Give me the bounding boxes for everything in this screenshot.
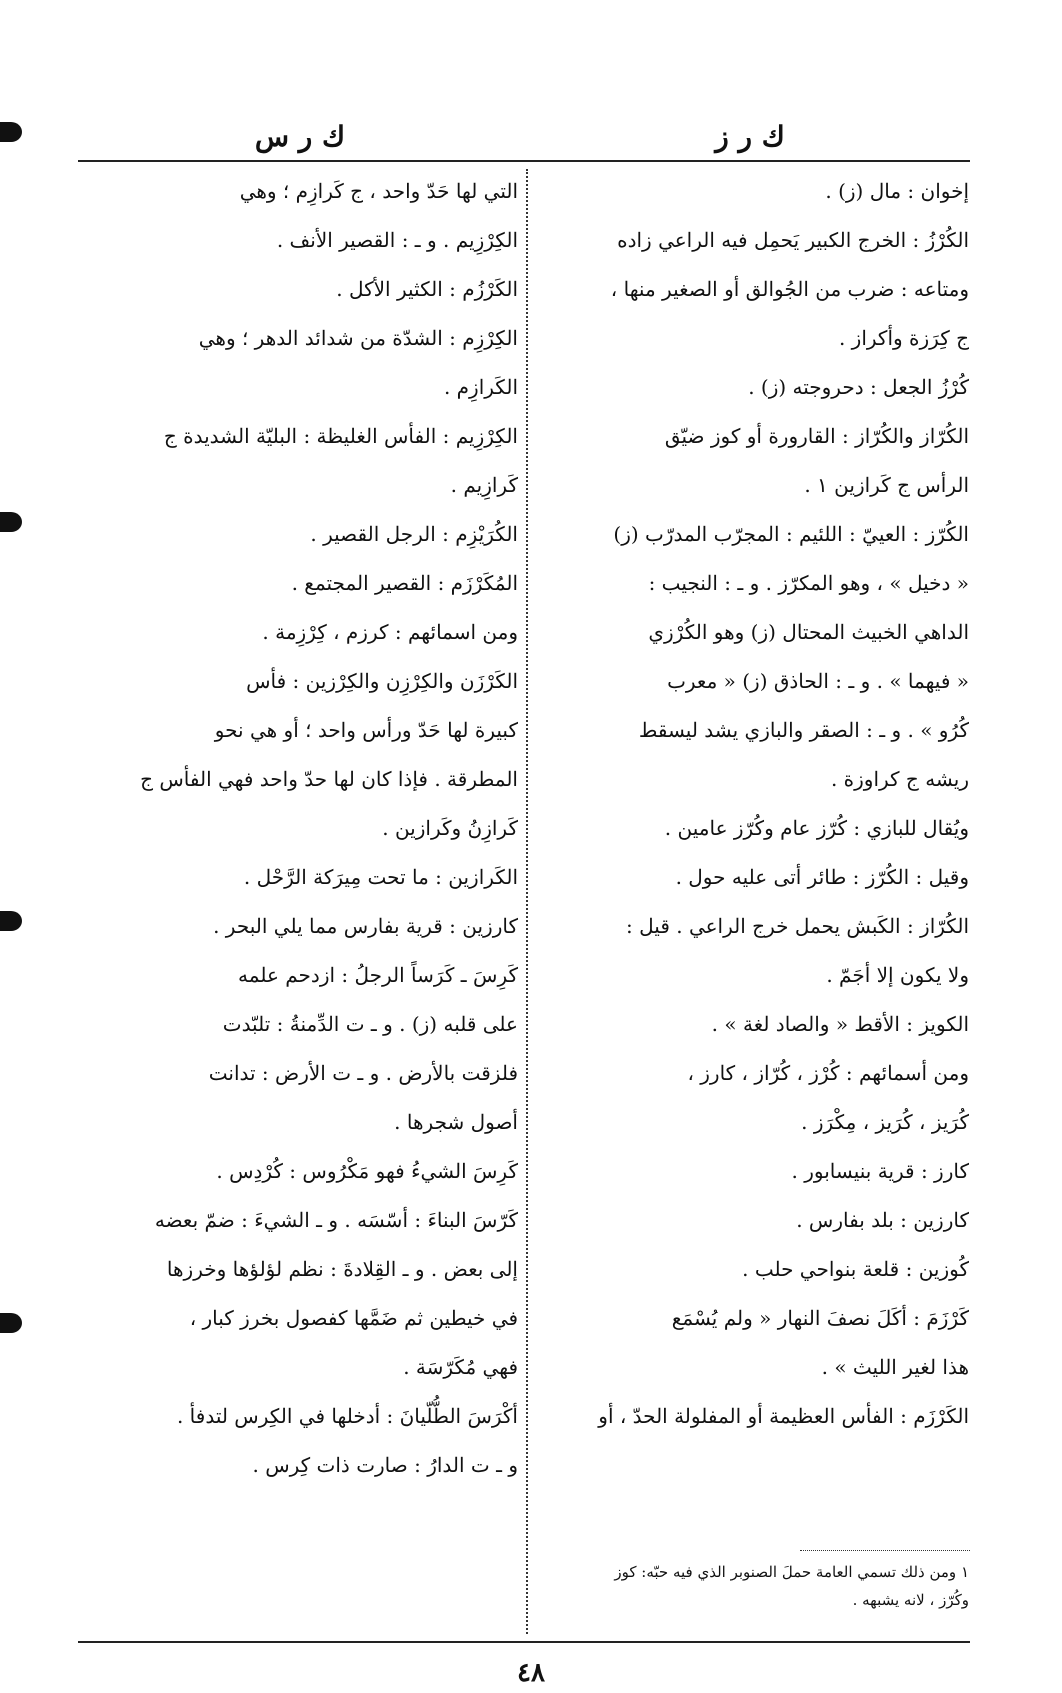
entry-line: الرأس ج كَرازين ١ . — [804, 473, 969, 498]
entry-line: كُرَيز ، كُرَيز ، مِكْرَز . — [801, 1109, 969, 1134]
page-number: ٤٨ — [517, 1657, 545, 1688]
entry-line: كَرّسَ البناءَ : أسّسَه . و ـ الشيءَ : ضمّ بعضه — [154, 1207, 518, 1232]
footnote — [536, 1558, 969, 1614]
entry-line: كُرُو » . و ـ : الصقر والبازي يشد ليسقط — [638, 718, 969, 743]
entry-line: الكُرَيْزِم : الرجل القصير . — [310, 522, 518, 547]
footer-rule — [78, 1641, 970, 1643]
entry-line: الكِرْزِم : الشدّة من شدائد الدهر ؛ وهي — [198, 326, 518, 351]
entry-line: كُرْزُ الجعل : دحروجته (ز) . — [748, 375, 969, 400]
entry-line: على قلبه (ز) . و ـ ت الدِّمنةُ : تلبّدت — [222, 1011, 518, 1036]
entry-line: الكُرّاز : الكَبش يحمل خرج الراعي . قيل : — [626, 913, 969, 938]
right-column — [536, 167, 969, 1440]
entry-line: كارزين : قرية بفارس مما يلي البحر . — [213, 913, 518, 938]
footnote-line: وكُرّز ، لانه يشبهه . — [852, 1590, 969, 1609]
entry-line: « دخيل » ، وهو المكرّز . و ـ : النجيب : — [648, 571, 969, 596]
entry-line: كارزين : بلد بفارس . — [796, 1207, 969, 1232]
entry-line: كَرازِيم . — [450, 473, 518, 498]
entry-line: ومن أسمائهم : كُرْز ، كُرّاز ، كارز ، — [687, 1060, 969, 1085]
entry-line: ولا يكون إلا أجَمّ . — [826, 962, 969, 987]
entry-line: ج كِرَزة وأكراز . — [838, 326, 969, 351]
entry-line: كارز : قرية بنيسابور . — [791, 1158, 969, 1183]
binding-mark — [0, 911, 22, 931]
entry-line: كَرِسَ ـ كَرَساً الرجلُ : ازدحم علمه — [238, 962, 518, 987]
entry-line: المُكَرْزَم : القصير المجتمع . — [291, 571, 518, 596]
entry-line: فلزقت بالأرض . و ـ ت الأرض : تدانت — [208, 1060, 518, 1085]
entry-line: الكُرّاز والكُرّاز : القارورة أو كوز ضيّق — [664, 424, 969, 449]
entry-line: المطرقة . فإذا كان لها حدّ واحد فهي الفأس ج — [140, 767, 518, 792]
entry-line: وقيل : الكُرّز : طائر أتى عليه حول . — [675, 864, 969, 889]
entry-line: الكويز : الأقط « والصاد لغة » . — [711, 1011, 969, 1036]
entry-line: الكِرْزِيم : الفأس الغليظة : البليّة الشديدة ج — [163, 424, 518, 449]
entry-line: الكَرازِم . — [443, 375, 518, 400]
entry-line: التي لها حَدّ واحد ، ج كَرازِم ؛ وهي — [239, 179, 518, 204]
footnote-line: ١ ومن ذلك تسمي العامة حملَ الصنوبر الذي فيه حبّه: كوز — [614, 1562, 969, 1581]
entry-line: « فيهما » . و ـ : الحاذق (ز) « معرب — [667, 669, 969, 694]
binding-mark — [0, 1313, 22, 1333]
entry-line: كَرْزَمَ : أكَلَ نصفَ النهار « ولم يُسْمَع — [671, 1305, 969, 1330]
entry-line: الداهي الخبيث المحتال (ز) وهو الكُرْزي — [648, 620, 969, 645]
entry-line: كبيرة لها حَدّ ورأس واحد ؛ أو هي نحو — [214, 718, 518, 743]
entry-line: ومتاعه : ضرب من الجُوالق أو الصغير منها ، — [610, 277, 969, 302]
entry-line: إخوان : مال (ز) . — [825, 179, 969, 204]
entry-line: الكَرْزُم : الكثير الأكل . — [336, 277, 518, 302]
footnote-rule — [800, 1550, 970, 1552]
entry-line: كَرِسَ الشيءُ فهو مَكْرُوس : كُرْدِس . — [216, 1158, 518, 1183]
entry-line: إلى بعض . و ـ القِلادةَ : نظم لؤلؤها وخرزها — [166, 1256, 518, 1281]
entry-line: في خيطين ثم ضَمَّها كفصول بخرز كبار ، — [189, 1305, 518, 1330]
entry-line: ريشه ج كراوزة . — [830, 767, 969, 792]
entry-line: أكْرَسَ الطُّلّيانَ : أدخلها في الكِرس لتدفأ . — [176, 1403, 518, 1428]
entry-line: فهي مُكَرّسَة . — [403, 1354, 518, 1379]
left-header-root: ك ر س — [254, 119, 346, 153]
binding-mark — [0, 512, 22, 532]
entry-line: و ـ ت الدارُ : صارت ذات كِرس . — [252, 1452, 518, 1477]
entry-line: الكِرْزِيم . و ـ : القصير الأنف . — [276, 228, 518, 253]
entry-line: ويُقال للبازي : كُرّز عام وكُرّز عامين . — [664, 815, 969, 840]
right-header-root: ك ر ز — [715, 119, 785, 153]
entry-line: كُوزين : قلعة بنواحي حلب . — [742, 1256, 969, 1281]
binding-mark — [0, 122, 22, 142]
entry-line: الكَرْزَم : الفأس العظيمة أو المفلولة الحدّ ، أو — [598, 1403, 969, 1428]
left-column — [84, 167, 518, 1489]
entry-line: الكَرازين : ما تحت مِيرَكة الرَّحْل . — [243, 864, 518, 889]
entry-line: كَرازِنُ وكَرازين . — [382, 815, 518, 840]
header-rule — [78, 160, 970, 162]
entry-line: الكَرْزَن والكِرْزِن والكِرْزين : فأس — [246, 669, 518, 694]
entry-line: الكُرّز : العييّ : اللئيم : المجرّب المدرّب (ز) — [613, 522, 969, 547]
entry-line: الكُرْزُ : الخرج الكبير يَحمِل فيه الراعي زاده — [617, 228, 969, 253]
entry-line: أصول شجرها . — [394, 1109, 518, 1134]
entry-line: هذا لغير الليث » . — [821, 1354, 969, 1379]
column-divider — [526, 169, 530, 1634]
entry-line: ومن اسمائهم : كرزم ، كِرْزِمة . — [262, 620, 518, 645]
